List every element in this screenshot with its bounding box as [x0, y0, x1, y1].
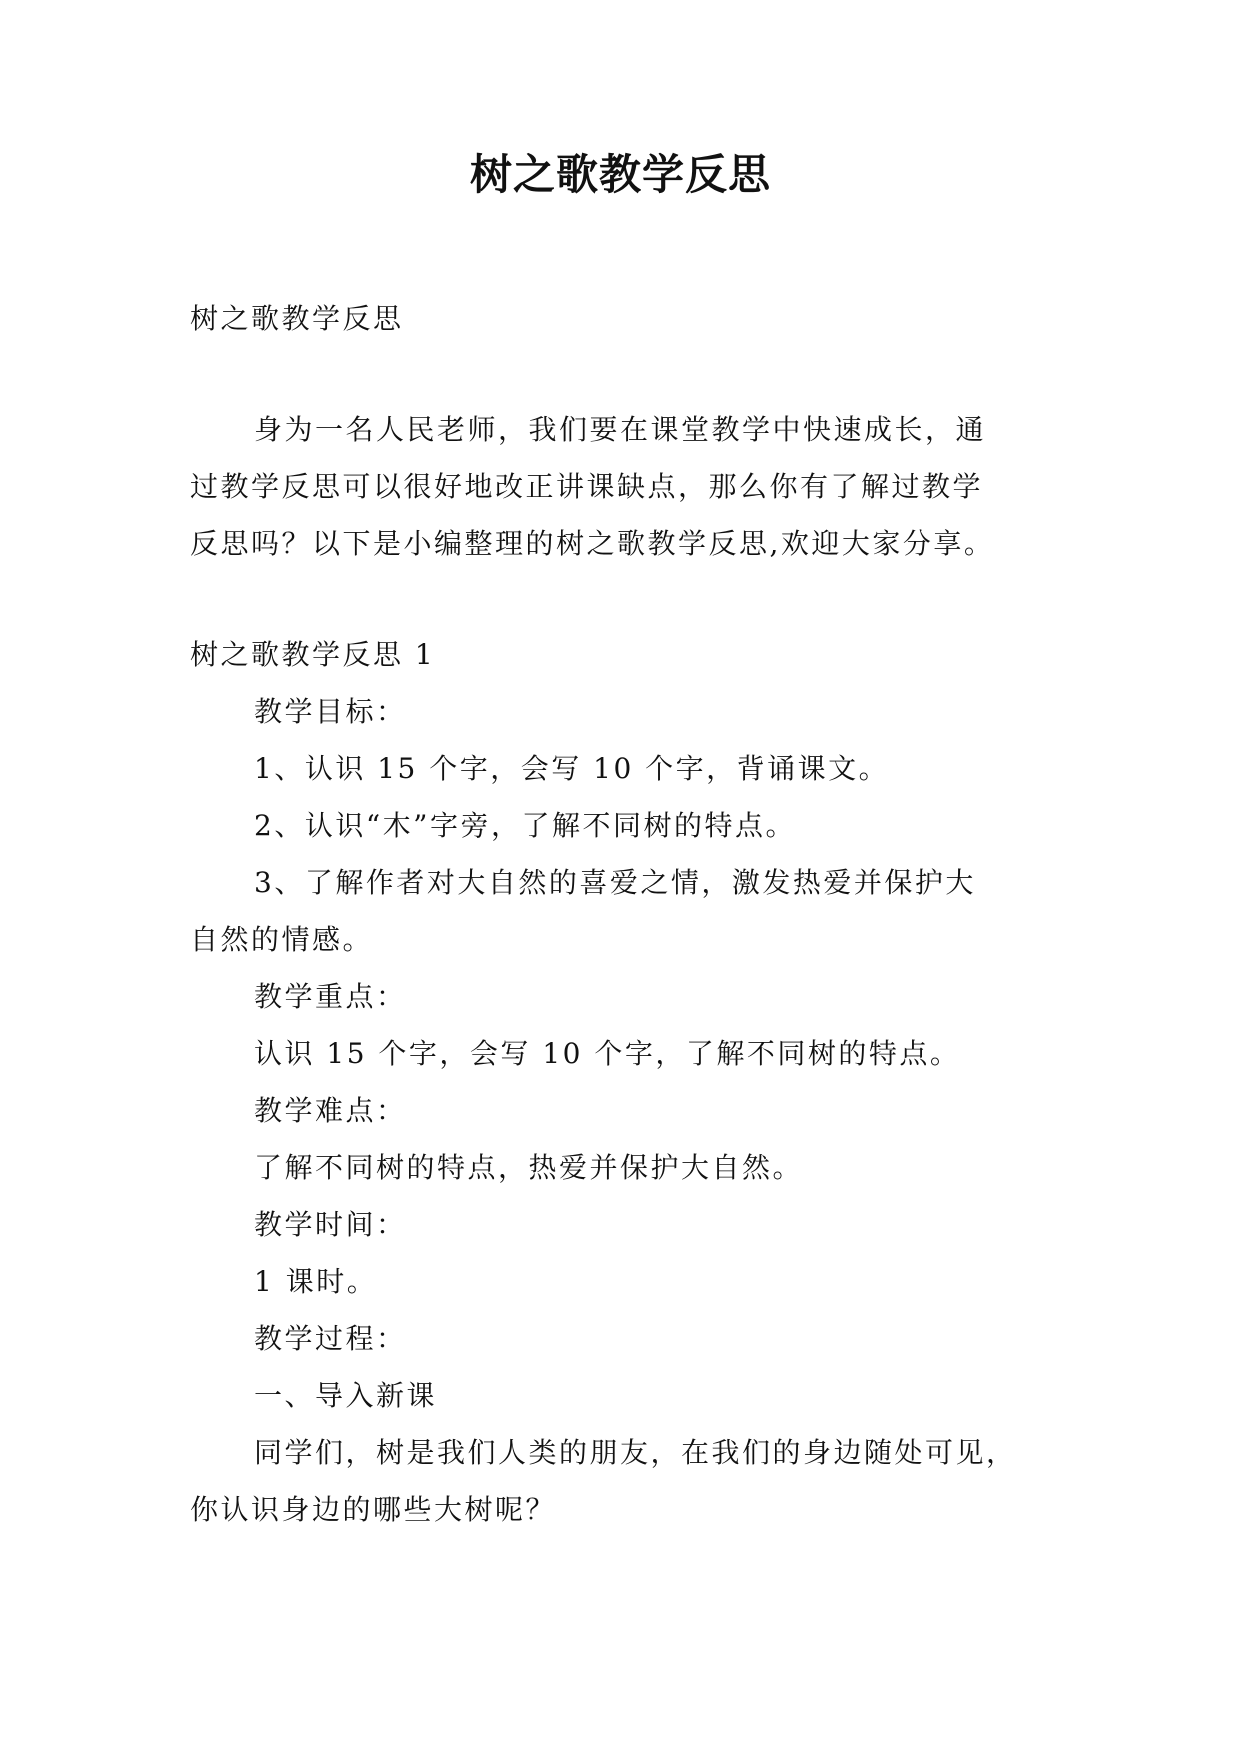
intro-line-2: 过教学反思可以很好地改正讲课缺点，那么你有了解过教学 [190, 470, 984, 503]
document-body [190, 290, 1050, 1538]
difficulty-label: 教学难点： [254, 1094, 407, 1127]
focus-label: 教学重点： [254, 980, 407, 1013]
intro-line-1: 身为一名人民老师，我们要在课堂教学中快速成长，通 [254, 413, 987, 446]
objective-item-2: 2、认识“木”字旁，了解不同树的特点。 [254, 809, 796, 842]
time-label: 教学时间： [254, 1208, 407, 1241]
difficulty-text: 了解不同树的特点，热爱并保护大自然。 [254, 1151, 804, 1184]
objective-item-3-line-2: 自然的情感。 [190, 923, 374, 956]
objectives-label: 教学目标： [254, 695, 407, 728]
objective-item-3-line-1: 3、了解作者对大自然的喜爱之情，激发热爱并保护大 [254, 866, 976, 899]
objective-item-1: 1、认识 15 个字，会写 10 个字，背诵课文。 [254, 752, 890, 785]
process-label: 教学过程： [254, 1322, 407, 1355]
time-text: 1 课时。 [254, 1265, 378, 1298]
step-1-line-2: 你认识身边的哪些大树呢？ [190, 1493, 557, 1526]
step-1-line-1: 同学们，树是我们人类的朋友，在我们的身边随处可见， [254, 1436, 1017, 1469]
intro-line-3: 反思吗？以下是小编整理的树之歌教学反思,欢迎大家分享。 [190, 527, 995, 560]
section-heading: 树之歌教学反思 1 [190, 638, 436, 671]
focus-text: 认识 15 个字，会写 10 个字，了解不同树的特点。 [254, 1037, 961, 1070]
page-title: 树之歌教学反思 [469, 150, 771, 199]
step-1-label: 一、导入新课 [254, 1379, 438, 1412]
document-subtitle: 树之歌教学反思 [190, 302, 404, 335]
